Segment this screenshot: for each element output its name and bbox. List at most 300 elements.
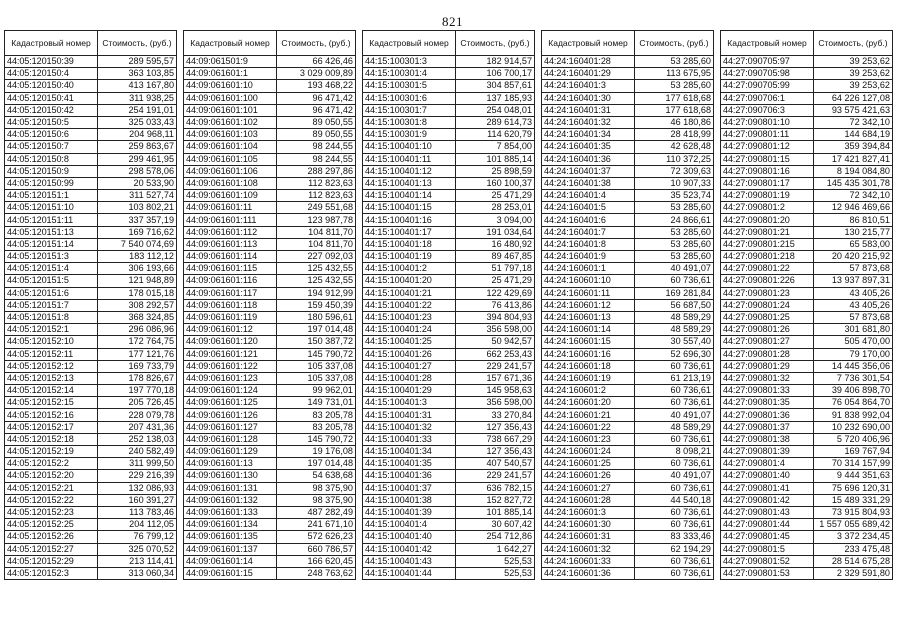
cost-cell: 57 873,68 [814,311,893,323]
table-row [184,433,356,445]
table-row [542,141,714,153]
cadastral-number-cell: 44:27:090801:44 [721,519,814,531]
cost-cell: 7 854,00 [456,141,535,153]
table-row [184,80,356,92]
cost-cell: 525,53 [456,567,535,579]
cost-cell: 15 489 331,29 [814,494,893,506]
table-row [184,68,356,80]
cost-cell: 60 736,61 [635,360,714,372]
table-row [184,263,356,275]
cost-cell: 64 226 127,08 [814,92,893,104]
cadastral-number-cell: 44:05:120150:7 [5,141,98,153]
cadastral-number-cell: 44:27:090706:1 [721,92,814,104]
table-row [5,360,177,372]
cadastral-number-cell: 44:05:120152:14 [5,385,98,397]
cadastral-number-cell: 44:24:160401:4 [542,190,635,202]
table-row [5,372,177,384]
cadastral-number-cell: 44:09:061601:15 [184,567,277,579]
table-row [721,397,893,409]
cost-cell: 252 138,03 [98,433,177,445]
cadastral-number-cell: 44:05:120151:1 [5,190,98,202]
cost-cell: 204 968,11 [98,129,177,141]
table-row [542,531,714,543]
cost-cell: 197 014,48 [277,458,356,470]
table-row [5,263,177,275]
cadastral-number-cell: 44:24:160601:18 [542,360,635,372]
cadastral-number-cell: 44:24:160401:29 [542,68,635,80]
cadastral-number-cell: 44:24:160401:9 [542,251,635,263]
cost-cell: 325 070,52 [98,543,177,555]
cost-cell: 75 696 120,31 [814,482,893,494]
cadastral-number-cell: 44:15:100301:5 [363,80,456,92]
table-row [363,531,535,543]
table-row [5,190,177,202]
page-number: 821 [442,14,463,29]
cadastral-number-cell: 44:05:120152:23 [5,506,98,518]
table-row [184,275,356,287]
cost-cell: 101 885,14 [456,506,535,518]
cadastral-number-cell: 44:15:100401:24 [363,324,456,336]
header-row [721,31,893,56]
cadastral-number-cell: 44:24:160601:11 [542,287,635,299]
header-cadastral-number: Кадастровый номер [5,31,98,56]
cost-cell: 193 468,22 [277,80,356,92]
cadastral-number-cell: 44:27:090801:52 [721,555,814,567]
cadastral-number-cell: 44:24:160601:12 [542,299,635,311]
cost-cell: 39 406 898,70 [814,385,893,397]
cadastral-number-cell: 44:05:120151:11 [5,214,98,226]
header-cost: Стоимость, (руб.) [814,31,893,56]
cadastral-number-cell: 44:27:090705:97 [721,56,814,68]
cadastral-number-cell: 44:09:061601:122 [184,360,277,372]
cost-cell: 25 471,29 [456,190,535,202]
cost-cell: 227 092,03 [277,251,356,263]
cost-cell: 65 583,00 [814,238,893,250]
cadastral-number-cell: 44:05:120150:5 [5,116,98,128]
table-row [184,287,356,299]
table-row [5,116,177,128]
cost-cell: 152 827,72 [456,494,535,506]
table-row [542,238,714,250]
cost-cell: 98 244,55 [277,141,356,153]
cadastral-number-cell: 44:24:160401:36 [542,153,635,165]
table-row [363,226,535,238]
table-row [5,409,177,421]
table-row [542,214,714,226]
table-row [5,104,177,116]
cost-cell: 197 014,48 [277,324,356,336]
table-row [542,348,714,360]
table-row [363,141,535,153]
cadastral-number-cell: 44:24:160401:3 [542,80,635,92]
table-row [363,80,535,92]
cadastral-number-cell: 44:24:160601:25 [542,458,635,470]
table-row [5,238,177,250]
table-row [542,543,714,555]
cadastral-number-cell: 44:09:061601:123 [184,372,277,384]
table-row [363,214,535,226]
cadastral-number-cell: 44:27:090801:43 [721,506,814,518]
cadastral-number-cell: 44:15:100401:2 [363,263,456,275]
cost-cell: 178 015,18 [98,287,177,299]
cadastral-number-cell: 44:15:100401:13 [363,177,456,189]
cost-cell: 10 907,33 [635,177,714,189]
cadastral-number-cell: 44:15:100401:28 [363,372,456,384]
table-row [184,251,356,263]
table-row [184,336,356,348]
table-row [721,409,893,421]
cadastral-number-cell: 44:09:061601:117 [184,287,277,299]
cadastral-number-cell: 44:15:100301:4 [363,68,456,80]
cost-cell: 66 426,46 [277,56,356,68]
cost-cell: 572 626,23 [277,531,356,543]
cost-cell: 89 050,55 [277,129,356,141]
cost-cell: 76 799,12 [98,531,177,543]
cost-cell: 177 121,76 [98,348,177,360]
cadastral-number-cell: 44:05:120150:40 [5,80,98,92]
cadastral-number-cell: 44:09:061601:12 [184,324,277,336]
cadastral-number-cell: 44:24:160601:31 [542,531,635,543]
table-row [184,409,356,421]
cost-cell: 43 405,26 [814,287,893,299]
table-row [5,506,177,518]
table-row [721,116,893,128]
table-row [5,251,177,263]
cost-cell: 301 681,80 [814,324,893,336]
table-row [542,324,714,336]
table-row [5,531,177,543]
cost-cell: 191 034,64 [456,226,535,238]
cost-cell: 7 540 074,69 [98,238,177,250]
cadastral-number-cell: 44:24:160401:7 [542,226,635,238]
cadastral-number-cell: 44:09:061601:133 [184,506,277,518]
table-row [184,141,356,153]
cost-cell: 525,53 [456,555,535,567]
cost-cell: 149 731,01 [277,397,356,409]
cost-cell: 1 557 055 689,42 [814,519,893,531]
cadastral-number-cell: 44:09:061601:108 [184,177,277,189]
cost-cell: 394 804,93 [456,311,535,323]
cost-cell: 73 915 804,93 [814,506,893,518]
cost-cell: 28 514 675,28 [814,555,893,567]
table-row [721,56,893,68]
cost-cell: 28 253,01 [456,202,535,214]
table-row [184,324,356,336]
cadastral-number-cell: 44:09:061601:125 [184,397,277,409]
cost-cell: 72 342,10 [814,190,893,202]
table-row [184,153,356,165]
header-row [5,31,177,56]
table-row [5,68,177,80]
cadastral-number-cell: 44:05:120152:25 [5,519,98,531]
table-row [363,251,535,263]
cost-cell: 14 445 356,06 [814,360,893,372]
cadastral-number-cell: 44:27:090801:38 [721,433,814,445]
cost-cell: 54 638,68 [277,470,356,482]
table-row [363,287,535,299]
cadastral-number-cell: 44:27:090801:33 [721,385,814,397]
cadastral-number-cell: 44:09:061601:121 [184,348,277,360]
table-row [542,397,714,409]
cadastral-number-cell: 44:24:160601:30 [542,519,635,531]
table-row [363,311,535,323]
table-row [5,129,177,141]
cadastral-number-cell: 44:15:100401:34 [363,446,456,458]
cadastral-number-cell: 44:09:061501:9 [184,56,277,68]
table-row [363,482,535,494]
cost-cell: 228 079,78 [98,409,177,421]
cadastral-number-cell: 44:24:160401:31 [542,104,635,116]
table-row [542,190,714,202]
table-row [363,385,535,397]
cadastral-number-cell: 44:27:090801:226 [721,275,814,287]
cadastral-number-cell: 44:27:090801:25 [721,311,814,323]
cost-cell: 313 060,34 [98,567,177,579]
cost-cell: 229 216,39 [98,470,177,482]
cost-cell: 53 285,60 [635,80,714,92]
table-row [5,494,177,506]
table-row [542,470,714,482]
table-row [5,336,177,348]
table-row [721,360,893,372]
cadastral-number-cell: 44:24:160601:24 [542,446,635,458]
cadastral-number-cell: 44:27:090801:24 [721,299,814,311]
cadastral-number-cell: 44:09:061601:119 [184,311,277,323]
cost-cell: 137 185,93 [456,92,535,104]
cost-cell: 505 470,00 [814,336,893,348]
cost-cell: 10 232 690,00 [814,421,893,433]
table-row [363,177,535,189]
table-row [5,226,177,238]
cadastral-number-cell: 44:05:120152:1 [5,324,98,336]
cadastral-number-cell: 44:09:061601:104 [184,141,277,153]
table-row [184,56,356,68]
cost-cell: 104 811,70 [277,226,356,238]
cadastral-number-cell: 44:27:090801:22 [721,263,814,275]
cost-cell: 60 736,61 [635,433,714,445]
cadastral-number-cell: 44:15:100401:32 [363,421,456,433]
table-row [542,360,714,372]
cost-cell: 28 418,99 [635,129,714,141]
cadastral-tables [4,30,893,580]
table-row [5,519,177,531]
table-row [721,324,893,336]
table-row [542,446,714,458]
cadastral-number-cell: 44:09:061601:14 [184,555,277,567]
table-row [5,275,177,287]
cost-cell: 368 324,85 [98,311,177,323]
cost-cell: 207 431,36 [98,421,177,433]
cost-cell: 738 667,29 [456,433,535,445]
cost-cell: 194 912,99 [277,287,356,299]
cost-cell: 204 112,05 [98,519,177,531]
table-row [363,275,535,287]
cadastral-number-cell: 44:05:120150:41 [5,92,98,104]
cost-cell: 304 857,61 [456,80,535,92]
cost-cell: 240 582,49 [98,446,177,458]
cadastral-number-cell: 44:05:120152:2 [5,458,98,470]
cadastral-number-cell: 44:27:090801:215 [721,238,814,250]
table-row [721,372,893,384]
cost-cell: 311 527,74 [98,190,177,202]
cadastral-number-cell: 44:27:090801:20 [721,214,814,226]
cost-cell: 16 480,92 [456,238,535,250]
table-row [5,385,177,397]
cadastral-number-cell: 44:05:120152:15 [5,397,98,409]
cost-cell: 259 863,67 [98,141,177,153]
cost-cell: 145 790,72 [277,433,356,445]
cost-cell: 60 736,61 [635,555,714,567]
table-row [5,421,177,433]
table-row [542,153,714,165]
cadastral-number-cell: 44:15:100401:20 [363,275,456,287]
cadastral-number-cell: 44:24:160601:16 [542,348,635,360]
cadastral-number-cell: 44:15:100401:35 [363,458,456,470]
cadastral-number-cell: 44:05:120152:19 [5,446,98,458]
cadastral-number-cell: 44:27:090801:19 [721,190,814,202]
table-row [363,92,535,104]
cost-cell: 160 391,27 [98,494,177,506]
table-row [721,348,893,360]
cost-cell: 159 450,39 [277,299,356,311]
table-row [721,263,893,275]
cost-cell: 1 642,27 [456,543,535,555]
cadastral-number-cell: 44:09:061601:111 [184,214,277,226]
cadastral-number-cell: 44:05:120150:6 [5,129,98,141]
table-row [542,421,714,433]
cadastral-number-cell: 44:15:100401:14 [363,190,456,202]
cadastral-number-cell: 44:24:160601:22 [542,421,635,433]
cost-cell: 72 309,63 [635,165,714,177]
table-row [5,80,177,92]
cadastral-number-cell: 44:24:160601:23 [542,433,635,445]
cadastral-number-cell: 44:24:160601:13 [542,311,635,323]
cost-cell: 289 614,73 [456,116,535,128]
table-row [184,372,356,384]
cost-cell: 39 253,62 [814,56,893,68]
cadastral-number-cell: 44:05:120151:4 [5,263,98,275]
cost-cell: 42 628,48 [635,141,714,153]
cost-cell: 123 987,78 [277,214,356,226]
table-row [363,555,535,567]
table-row [5,470,177,482]
table-row [363,165,535,177]
table-row [5,324,177,336]
table-row [721,226,893,238]
cadastral-number-cell: 44:24:160401:35 [542,141,635,153]
table-row [363,238,535,250]
table-row [184,567,356,579]
table-row [542,372,714,384]
table-row [184,129,356,141]
table-row [363,153,535,165]
table-row [5,165,177,177]
cadastral-number-cell: 44:27:090801:28 [721,348,814,360]
cost-cell: 89 467,85 [456,251,535,263]
cadastral-number-cell: 44:09:061601:13 [184,458,277,470]
cadastral-number-cell: 44:15:100401:23 [363,311,456,323]
cost-cell: 254 191,01 [98,104,177,116]
cost-cell: 20 420 215,92 [814,251,893,263]
cadastral-number-cell: 44:05:120152:3 [5,567,98,579]
cost-cell: 62 194,29 [635,543,714,555]
cadastral-number-cell: 44:09:061601:134 [184,519,277,531]
table-row [184,116,356,128]
cost-cell: 7 736 301,54 [814,372,893,384]
table-row [5,287,177,299]
cost-cell: 98 375,90 [277,482,356,494]
cost-cell: 72 342,10 [814,116,893,128]
cost-cell: 182 914,57 [456,56,535,68]
table-row [721,385,893,397]
cadastral-number-cell: 44:27:090801:40 [721,470,814,482]
cadastral-number-cell: 44:05:120152:17 [5,421,98,433]
cadastral-number-cell: 44:05:120152:12 [5,360,98,372]
cost-cell: 112 823,63 [277,190,356,202]
table-row [5,543,177,555]
cadastral-number-cell: 44:27:090801:45 [721,531,814,543]
cost-cell: 359 394,84 [814,141,893,153]
cost-cell: 20 533,90 [98,177,177,189]
cadastral-number-cell: 44:15:100401:12 [363,165,456,177]
table-row [5,433,177,445]
cost-cell: 40 491,07 [635,409,714,421]
cadastral-number-cell: 44:09:061601:127 [184,421,277,433]
cadastral-number-cell: 44:05:120151:7 [5,299,98,311]
cost-cell: 83 205,78 [277,421,356,433]
cost-cell: 48 589,29 [635,311,714,323]
cadastral-number-cell: 44:15:100401:33 [363,433,456,445]
cost-cell: 8 194 084,80 [814,165,893,177]
cadastral-number-cell: 44:15:100401:16 [363,214,456,226]
cadastral-number-cell: 44:27:090801:10 [721,116,814,128]
header-cost: Стоимость, (руб.) [456,31,535,56]
cadastral-number-cell: 44:09:061601:105 [184,153,277,165]
cadastral-number-cell: 44:05:120150:4 [5,68,98,80]
cost-cell: 254 712,86 [456,531,535,543]
header-cadastral-number: Кадастровый номер [184,31,277,56]
cost-cell: 48 589,29 [635,324,714,336]
cost-cell: 183 112,12 [98,251,177,263]
cadastral-number-cell: 44:15:100401:26 [363,348,456,360]
table-row [542,263,714,275]
cost-cell: 150 387,72 [277,336,356,348]
cadastral-table [541,30,714,580]
cadastral-number-cell: 44:24:160601:20 [542,397,635,409]
cost-cell: 30 557,40 [635,336,714,348]
cadastral-number-cell: 44:27:090705:99 [721,80,814,92]
table-row [5,348,177,360]
cadastral-number-cell: 44:27:090801:41 [721,482,814,494]
cost-cell: 356 598,00 [456,397,535,409]
cadastral-number-cell: 44:27:090801:29 [721,360,814,372]
table-row [721,567,893,579]
cadastral-number-cell: 44:05:120152:11 [5,348,98,360]
table-row [542,116,714,128]
cadastral-number-cell: 44:05:120152:16 [5,409,98,421]
cadastral-number-cell: 44:24:160601:28 [542,494,635,506]
cost-cell: 169 767,94 [814,446,893,458]
table-row [184,177,356,189]
cost-cell: 172 764,75 [98,336,177,348]
cost-cell: 356 598,00 [456,324,535,336]
cadastral-number-cell: 44:05:120152:18 [5,433,98,445]
table-row [363,567,535,579]
cadastral-number-cell: 44:09:061601:131 [184,482,277,494]
cost-cell: 157 671,36 [456,372,535,384]
cadastral-number-cell: 44:15:100401:17 [363,226,456,238]
table-row [184,421,356,433]
